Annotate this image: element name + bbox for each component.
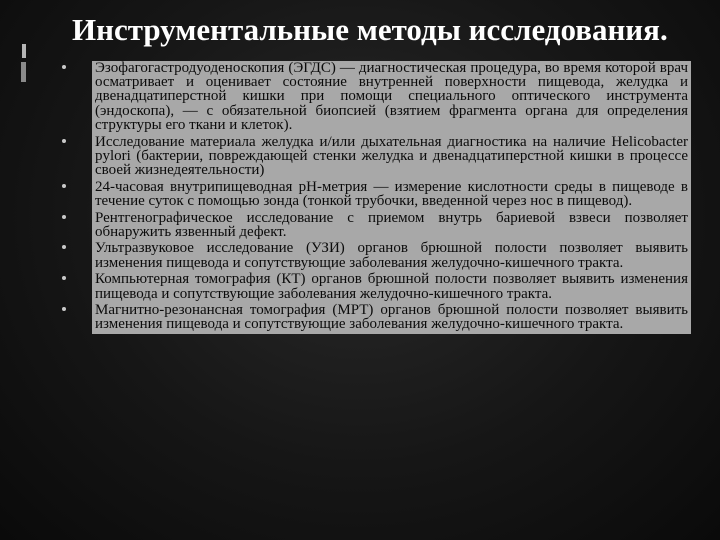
bullet-icon — [62, 307, 66, 311]
list-item-text: Ультразвуковое исследование (УЗИ) органов брюшной полости позволяет выявить изменения пищевода и сопутствующие заболевания желудочно-кишечного тракта. — [95, 240, 688, 271]
list-item — [95, 180, 688, 208]
bullet-icon — [62, 276, 66, 280]
bullet-icon — [62, 215, 66, 219]
decorative-bar — [22, 44, 26, 58]
list-item-text: Магнитно-резонансная томография (МРТ) органов брюшной полости позволяет выявить изменения пищевода и сопутствующие заболевания желудочно-кишечного тракта. — [95, 302, 688, 333]
list-item — [95, 241, 688, 269]
slide-title: Инструментальные методы исследования. — [72, 12, 668, 47]
list-item-text: Исследование материала желудка и/или дыхательная диагностика на наличие Helicobacter pylori (бактерии, повреждающей стенки желудка и двенадцатиперстной кишки в процессе своей жизнедеятельности) — [95, 133, 688, 178]
list-item — [95, 211, 688, 239]
list-item-text: Эзофагогастродуоденоскопия (ЭГДС) — диагностическая процедура, во время которой врач осматривает и оценивает состояние внутренней поверхности пищевода, желудка и двенадцатиперстной кишки при помощи специального оптического инструмента (эндоскопа), — с обязательной биопсией (взятием фрагмента органа для определения структуры его ткани и клеток). — [95, 60, 688, 133]
bullet-icon — [62, 65, 66, 69]
list-item — [95, 135, 688, 178]
bullet-icon — [62, 184, 66, 188]
list-item — [95, 272, 688, 300]
bullet-icon — [62, 245, 66, 249]
bullet-icon — [62, 139, 66, 143]
decorative-bar — [21, 62, 26, 82]
list-item — [95, 61, 688, 132]
bullet-list — [92, 61, 691, 334]
list-item-text: Компьютерная томография (КТ) органов брюшной полости позволяет выявить изменения пищевода и сопутствующие заболевания желудочно-кишечного тракта. — [95, 271, 688, 302]
list-item-text: Рентгенографическое исследование с приемом внутрь бариевой взвеси позволяет обнаружить язвенный дефект. — [95, 209, 688, 240]
list-item — [95, 303, 688, 331]
list-item-text: 24-часовая внутрипищеводная pH-метрия — измерение кислотности среды в пищеводе в течение суток с помощью зонда (тонкой трубочки, введенной через нос в пищевод). — [95, 178, 688, 209]
